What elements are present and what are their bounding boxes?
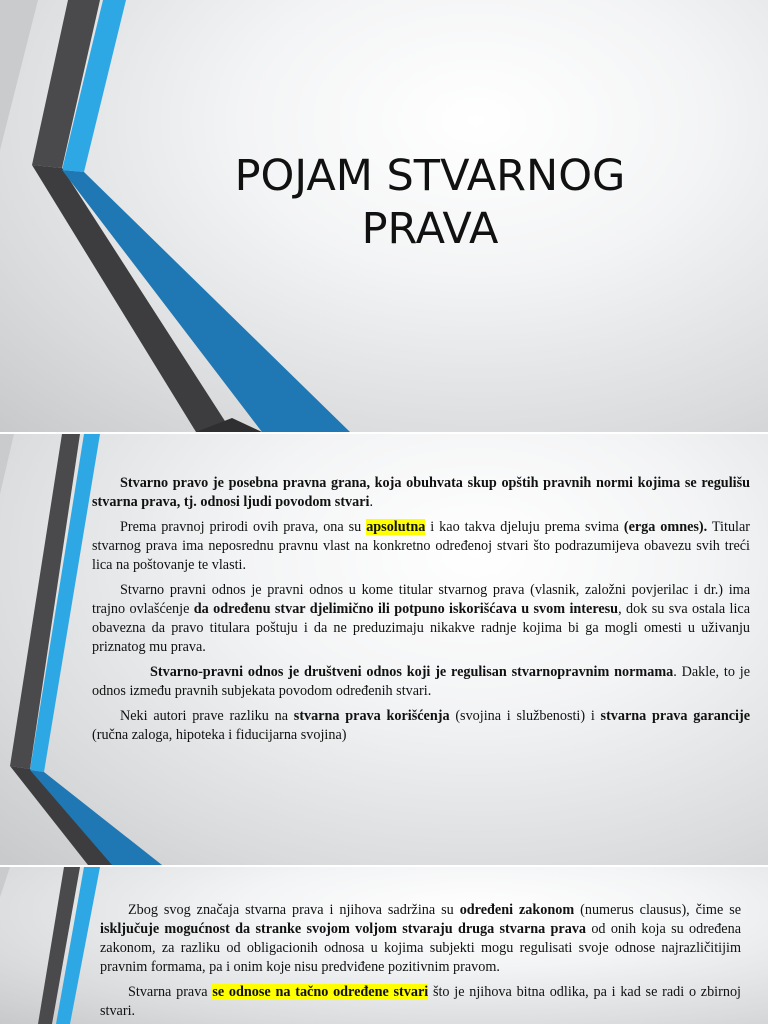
text: Prema pravnoj prirodi ovih prava, ona su [120, 519, 367, 535]
paragraph-social-relation [92, 663, 750, 701]
text: Zbog svog značaja stvarna prava i njihova sadržina su [128, 902, 460, 918]
content-slide-2 [0, 867, 768, 1024]
bold-text: (erga omnes). [623, 519, 708, 535]
bold-text: stvarna prava garancije [600, 708, 750, 724]
text: Stvarna prava [128, 984, 213, 1000]
title-slide [0, 0, 768, 432]
text: . [369, 494, 374, 510]
paragraph-definition [92, 474, 750, 512]
text: (svojina i službenosti) i [449, 708, 601, 724]
text: Titular stvarnog prava ima neposrednu pravnu vlast na konkretno određenoj stvari što podrazumijeva obavezu svih treći lica na poštovanje te vlasti. [92, 519, 750, 573]
content-slide-1 [0, 434, 768, 865]
bold-text: isključuje mogućnost da stranke svojom voljom stvaraju druga stvarna prava [100, 921, 587, 937]
paragraph-legal-relation [92, 581, 750, 657]
highlighted-term: apsolutna [366, 519, 426, 535]
bold-text: stvarna prava korišćenja [293, 708, 450, 724]
bold-text: određeni zakonom [459, 902, 575, 918]
paragraph-legal-nature [92, 518, 750, 575]
bold-text: da određenu stvar djelimično ili potpuno iskorišćava u svom interesu [193, 601, 619, 617]
slide-body-text [100, 901, 741, 1024]
text: Stvarno pravni odnos je pravni odnos u kome titular stvarnog prava (vlasnik, založni povjerilac i dr.) ima trajno ovlašćenje [92, 582, 750, 617]
text: (ručna zaloga, hipoteka i fiducijarna svojina) [92, 727, 347, 743]
text: (numerus clausus), čime se [574, 902, 742, 918]
paragraph-numerus-clausus [100, 901, 741, 977]
text: , dok su sva ostala lica obavezna da pravo titulara poštuju i da ne preduzimaju nikakve radnje kojima bi ga mogli omesti u uživanju priznatog mu prava. [92, 601, 751, 655]
text: . Dakle, to je odnos između pravnih subjekata povodom određenih stvari. [92, 664, 750, 699]
title-line-1: POJAM STVARNOG [234, 151, 626, 201]
bold-text: Stvarno-pravni odnos je društveni odnos koji je regulisan stvarnopravnim normama [150, 664, 674, 680]
text: Neki autori prave razliku na [120, 708, 294, 724]
paragraph-specific-things [100, 983, 741, 1021]
text: što je njihova bitna odlika, pa i kad se radi o zbirnoj stvari. [100, 984, 741, 1019]
highlighted-term: se odnose na tačno određene stvari [212, 984, 429, 1000]
bold-text: Stvarno pravo je posebna pravna grana, koja obuhvata skup opštih pravnih normi kojima se regulišu stvarna prava, tj. odnosi ljudi povodom stvari [92, 475, 750, 510]
text: i kao takva djeluju prema svima [425, 519, 624, 535]
page-title [200, 150, 660, 256]
text: od onih koja su određena zakonom, za razliku od obligacionih odnosa u kojima subjekti mogu regulisati svoje odnose najrazličitijim pravnim formama, pa i onim koje nisu predviđene pozitivnim pravom. [100, 921, 741, 975]
slide-body-text [92, 474, 750, 751]
title-line-2: PRAVA [361, 204, 499, 254]
paragraph-classification [92, 707, 750, 745]
